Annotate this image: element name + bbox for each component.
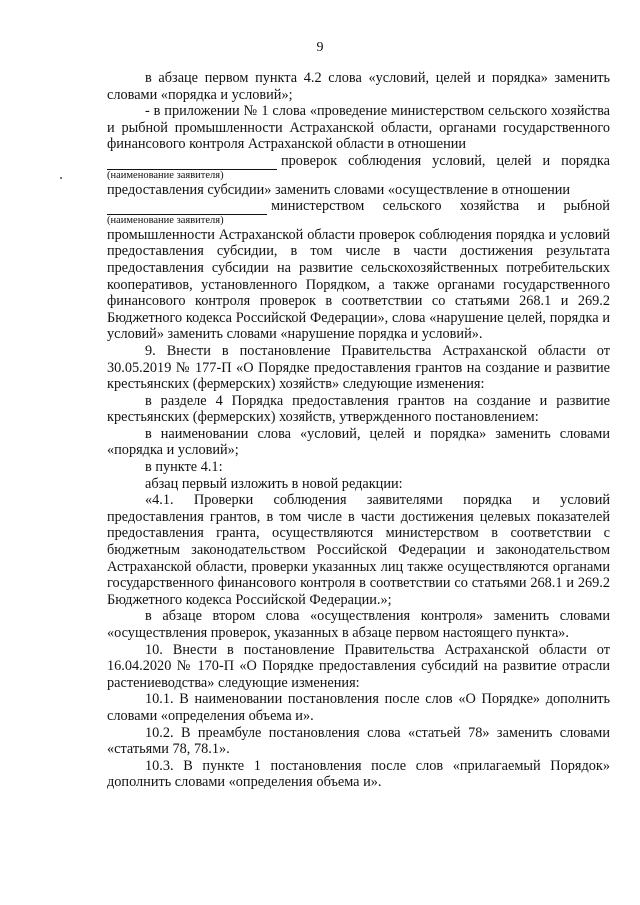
paragraph: в пункте 4.1: (145, 459, 223, 476)
paragraph: предоставления субсидии» заменить словами «осуществление в отношении (107, 181, 571, 198)
blank-line (107, 202, 267, 215)
word: и (542, 152, 551, 169)
paragraph: абзац первый изложить в новой редакции: (145, 475, 403, 492)
paragraph: промышленности Астраханской области проверок соблюдения порядка и условий предоставления субсидии, в том числе в части достижения результата предоставления субсидии на развитие сельскохозяйственных потребительских кооперативов, установленного Порядком, а также органами государственного финансового контроля проверок в соответствии со статьями 268.1 и 269.2 Бюджетного кодекса Российской Федерации», слова «нарушение целей, порядка и условий» заменить словами «нарушение порядка и условий». (107, 226, 610, 343)
word: условий, (432, 152, 486, 169)
paragraph: 9. Внести в постановление Правительства Астраханской области от 30.05.2019 № 177-П «О Порядке предоставления грантов на создание и развитие крестьянских (фермерских) хозяйств» следующие изменения: (107, 342, 610, 393)
word: проверок (281, 152, 338, 169)
word: и (537, 198, 546, 215)
scan-speck (60, 177, 62, 179)
field-caption: (наименование заявителя) (107, 214, 224, 226)
row-text (281, 153, 610, 170)
row-text (271, 198, 610, 215)
word: соблюдения (348, 152, 422, 169)
blank-line (107, 157, 277, 170)
paragraph: 10. Внести в постановление Правительства Астраханской области от 16.04.2020 № 170-П «О Порядке предоставления субсидий на развитие отрасли растениеводства» следующие изменения: (107, 641, 610, 691)
paragraph: 10.3. В пункте 1 постановления после слов «прилагаемый Порядок» дополнить словами «определения объема и». (107, 757, 610, 791)
paragraph: в наименовании слова «условий, целей и порядка» заменить словами «порядка и условий»; (107, 425, 610, 459)
word: порядка (561, 152, 610, 169)
blank-fill-row (107, 153, 610, 170)
paragraph: в разделе 4 Порядка предоставления грантов на создание и развитие крестьянских (фермерских) хозяйств, утвержденного постановлением: (107, 392, 610, 426)
document-body (107, 70, 610, 791)
word: хозяйства (459, 198, 520, 215)
paragraph: - в приложении № 1 слова «проведение министерством сельского хозяйства и рыбной промышленности Астраханской области, органами государственного финансового контроля Астраханской области в отношении (107, 103, 610, 153)
paragraph: 10.2. В преамбуле постановления слова «статьей 78» заменить словами «статьями 78, 78.1». (107, 724, 610, 758)
field-caption: (наименование заявителя) (107, 169, 224, 181)
word: рыбной (563, 198, 610, 215)
page-number: 9 (316, 40, 324, 55)
blank-fill-row (107, 198, 610, 215)
paragraph: в абзаце втором слова «осуществления контроля» заменить словами «осуществления проверок, указанных в абзаце первом настоящего пункта». (107, 608, 610, 641)
paragraph: в абзаце первом пункта 4.2 слова «условий, целей и порядка» заменить словами «порядка и условий»; (107, 70, 610, 103)
paragraph: 10.1. В наименовании постановления после слов «О Порядке» дополнить словами «определения объема и». (107, 691, 610, 724)
word: сельского (382, 198, 442, 215)
word: министерством (271, 198, 365, 215)
word: целей (496, 152, 532, 169)
paragraph: «4.1. Проверки соблюдения заявителями порядка и условий предоставления грантов, в том числе в части достижения целевых показателей предоставления гранта, осуществляются министерством в соответствии с бюджетным законодательством Российской Федерации и законодательством Астраханской области, проверки указанных лиц также осуществляются органами государственного финансового контроля в соответствии со статьями 268.1 и 269.2 Бюджетного кодекса Российской Федерации.»; (107, 492, 610, 608)
